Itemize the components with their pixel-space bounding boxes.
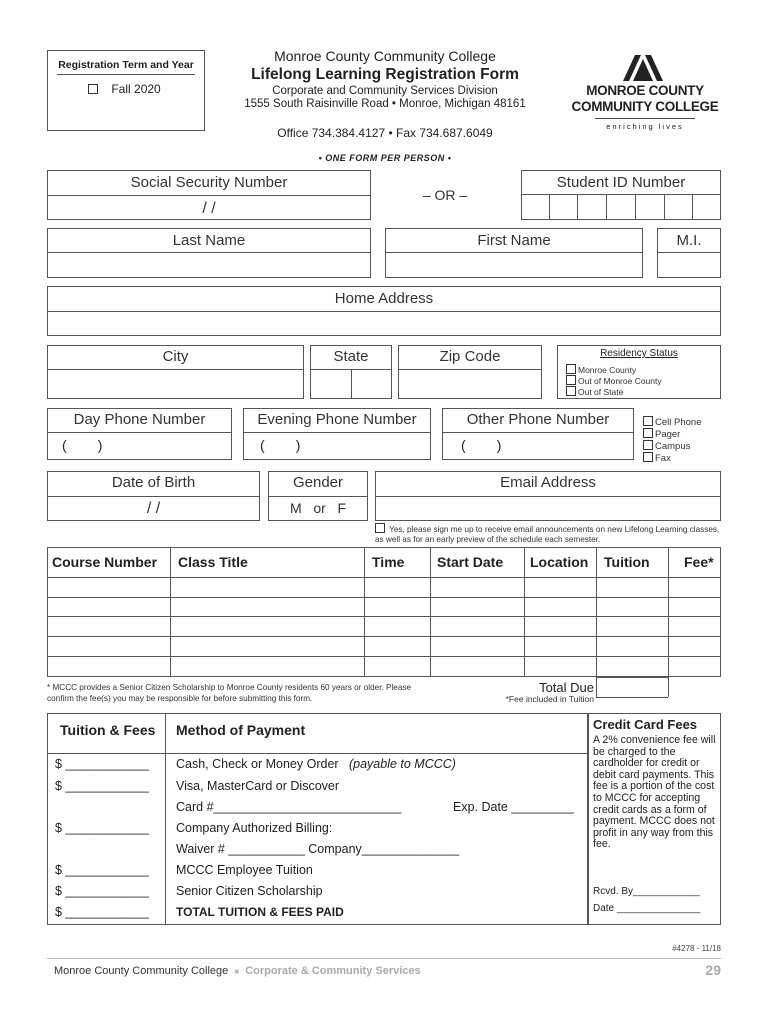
other-phone-label: Other Phone Number xyxy=(466,411,610,428)
college-name: Monroe County Community College xyxy=(274,48,496,64)
city-label: City xyxy=(162,348,189,365)
col-tuition: Tuition xyxy=(604,554,650,570)
cc-body: A 2% convenience fee will be charged to the cardholder for credit or debit card payments. This fee is a portion of the cost to MCCC for accepting credit cards as a form of payment. MCCC does not profit in any way from this fee. xyxy=(593,734,716,851)
dollar-employee[interactable]: $ ____________ xyxy=(55,863,149,877)
email-optin[interactable] xyxy=(375,523,725,545)
dob-label: Date of Birth xyxy=(111,474,196,491)
email-optin-text: Yes, please sign me up to receive email announcements on new Lifelong Learning classes, as well as for an early preview of the schedule each semester. xyxy=(375,525,720,544)
card-number-field[interactable]: Card #___________________________ xyxy=(176,800,402,814)
gender-value: M or F xyxy=(290,500,346,516)
footer-college: Monroe County Community College xyxy=(54,965,229,977)
other-phone-paren: ( ) xyxy=(461,437,502,453)
term-checkbox[interactable] xyxy=(88,84,98,94)
state-label: State xyxy=(333,348,369,365)
dollar-cash[interactable]: $ ____________ xyxy=(55,757,149,771)
footer-division: Corporate & Community Services xyxy=(245,965,421,977)
phone-type-option[interactable]: Campus xyxy=(643,440,701,452)
exp-date-field[interactable]: Exp. Date _________ xyxy=(453,800,574,814)
form-title: Lifelong Learning Registration Form xyxy=(251,66,519,83)
residency-option[interactable]: Monroe County xyxy=(566,364,662,375)
col-course-number: Course Number xyxy=(52,554,158,570)
mi-label: M.I. xyxy=(676,232,702,249)
phone-type-options xyxy=(643,416,701,464)
page-number: 29 xyxy=(705,962,721,978)
term-option[interactable] xyxy=(88,82,161,96)
logo-line1: MONROE COUNTY xyxy=(586,83,704,98)
logo-mark-icon xyxy=(623,55,663,81)
dob-separators: / / xyxy=(146,500,161,517)
one-form-note: • ONE FORM PER PERSON • xyxy=(318,153,452,163)
address: 1555 South Raisinville Road • Monroe, Michigan 48161 xyxy=(244,98,526,110)
or-label: – OR – xyxy=(422,187,468,203)
pay-visa: Visa, MasterCard or Discover xyxy=(176,779,340,793)
col-time: Time xyxy=(372,554,405,570)
residency-title: Residency Status xyxy=(600,348,678,359)
term-label: Registration Term and Year xyxy=(58,59,194,71)
phone-type-option[interactable]: Pager xyxy=(643,428,701,440)
waiver-company-field[interactable]: Waiver # ___________ Company______________ xyxy=(176,842,460,856)
pay-cash: Cash, Check or Money Order (payable to MCCC) xyxy=(176,757,456,771)
email-optin-checkbox[interactable] xyxy=(375,523,385,533)
day-phone-paren: ( ) xyxy=(62,437,103,453)
logo-line2: COMMUNITY COLLEGE xyxy=(571,99,719,114)
division: Corporate and Community Services Division xyxy=(272,85,498,97)
residency-option[interactable]: Out of State xyxy=(566,386,662,397)
tuition-fees-header: Tuition & Fees xyxy=(60,722,156,738)
col-location: Location xyxy=(530,554,589,570)
last-name-label: Last Name xyxy=(172,232,246,249)
college-logo xyxy=(565,50,725,135)
term-value: Fall 2020 xyxy=(111,82,161,96)
ssn-label: Social Security Number xyxy=(130,174,288,191)
col-start-date: Start Date xyxy=(437,554,504,570)
student-id-label: Student ID Number xyxy=(556,174,686,191)
dollar-company[interactable]: $ ____________ xyxy=(55,821,149,835)
phone-type-option[interactable]: Fax xyxy=(643,452,701,464)
contact-info: Office 734.384.4127 • Fax 734.687.6049 xyxy=(277,126,493,140)
gender-label: Gender xyxy=(292,474,344,491)
fee-note: *Fee included in Tuition xyxy=(505,694,594,704)
phone-type-option[interactable]: Cell Phone xyxy=(643,416,701,428)
pay-employee: MCCC Employee Tuition xyxy=(176,863,313,877)
dollar-total[interactable]: $ ____________ xyxy=(55,905,149,919)
senior-note: * MCCC provides a Senior Citizen Scholarship to Monroe County residents 60 years or older. Please confirm the fee(s) you may be responsible for before submitting this form. xyxy=(47,683,412,703)
total-due-label: Total Due xyxy=(539,680,594,695)
footer-separator-icon: ■ xyxy=(234,967,240,976)
col-class-title: Class Title xyxy=(178,554,248,570)
cc-title: Credit Card Fees xyxy=(593,717,698,732)
dollar-senior[interactable]: $ ____________ xyxy=(55,884,149,898)
logo-tagline: enriching lives xyxy=(606,122,684,131)
col-fee: Fee* xyxy=(684,554,714,570)
evening-phone-label: Evening Phone Number xyxy=(257,411,417,428)
residency-options xyxy=(566,364,662,397)
form-number: #4278 - 11/18 xyxy=(672,944,721,953)
payable-note: (payable to MCCC) xyxy=(348,757,456,771)
home-address-label: Home Address xyxy=(334,290,434,307)
zip-label: Zip Code xyxy=(439,348,501,365)
first-name-label: First Name xyxy=(477,232,551,249)
email-label: Email Address xyxy=(500,474,596,491)
evening-phone-paren: ( ) xyxy=(260,437,301,453)
residency-option[interactable]: Out of Monroe County xyxy=(566,375,662,386)
total-paid: TOTAL TUITION & FEES PAID xyxy=(176,905,344,919)
day-phone-label: Day Phone Number xyxy=(73,411,206,428)
footer xyxy=(54,965,421,977)
dollar-card[interactable]: $ ____________ xyxy=(55,779,149,793)
pay-senior: Senior Citizen Scholarship xyxy=(176,884,323,898)
date-field[interactable]: Date _______________ xyxy=(593,903,701,914)
method-header: Method of Payment xyxy=(176,722,306,738)
rcvd-by-field[interactable]: Rcvd. By____________ xyxy=(593,886,700,897)
pay-company: Company Authorized Billing: xyxy=(176,821,333,835)
ssn-separators: / / xyxy=(202,200,216,217)
